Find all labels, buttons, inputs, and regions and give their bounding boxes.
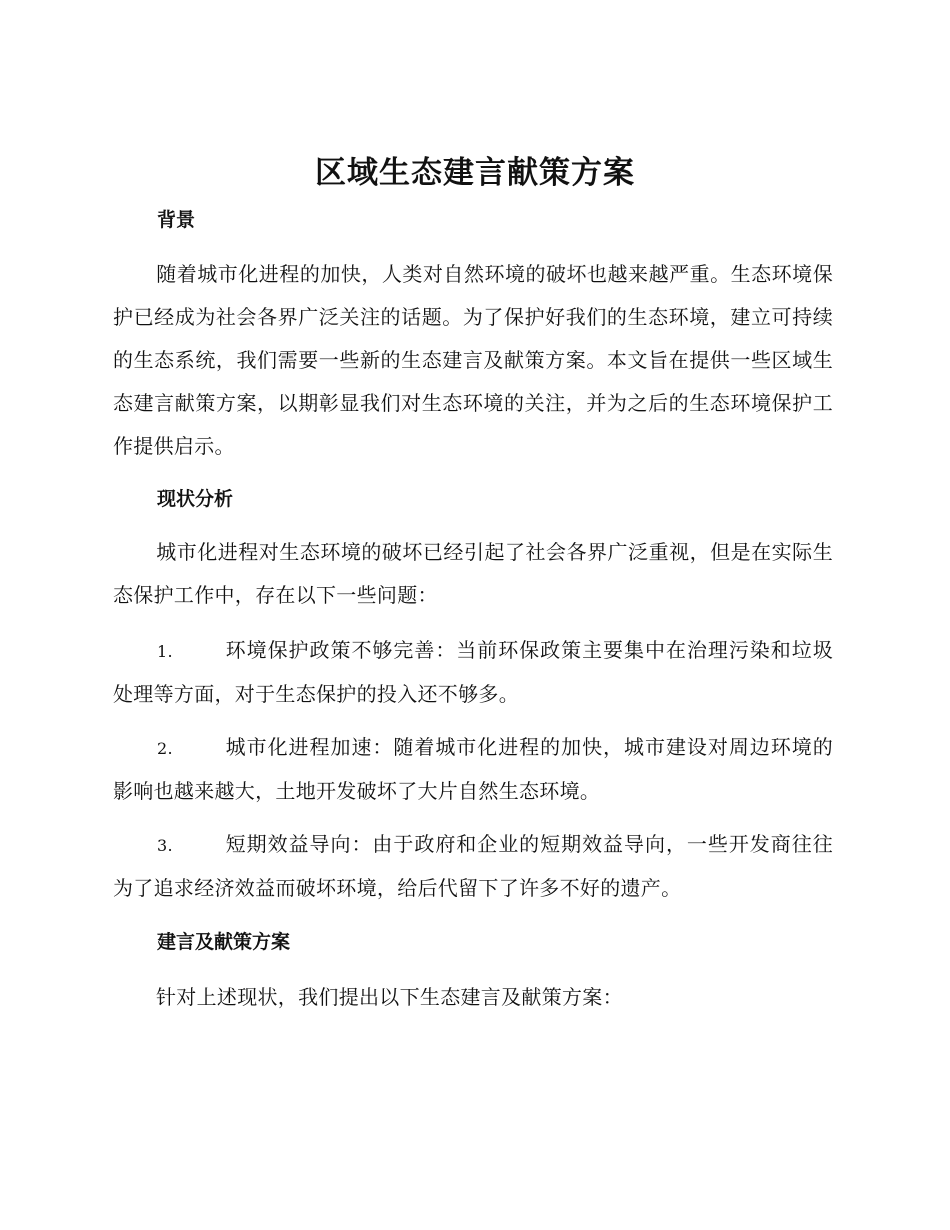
list-item-3 — [113, 823, 833, 910]
section-heading-proposals: 建言及献策方案 — [157, 931, 291, 953]
list-item-2-text: 城市化进程加速：随着城市化进程的加快，城市建设对周边环境的影响也越来越大，土地开发破坏了大片自然生态环境。 — [113, 735, 833, 803]
status-analysis-paragraph — [113, 531, 833, 617]
proposals-paragraph — [113, 976, 833, 1019]
document-title: 区域生态建言献策方案 — [315, 155, 635, 191]
section-heading-status-analysis: 现状分析 — [157, 488, 234, 510]
background-paragraph-text: 随着城市化进程的加快，人类对自然环境的破坏也越来越严重。生态环境保护已经成为社会各界广泛关注的话题。为了保护好我们的生态环境，建立可持续的生态系统，我们需要一些新的生态建言及献策方案。本文旨在提供一些区域生态建言献策方案，以期彰显我们对生态环境的关注，并为之后的生态环境保护工作提供启示。 — [113, 262, 833, 458]
section-heading-background: 背景 — [157, 209, 196, 231]
list-item-2-number: 2. — [157, 739, 173, 758]
status-analysis-paragraph-text: 城市化进程对生态环境的破坏已经引起了社会各界广泛重视，但是在实际生态保护工作中，存在以下一些问题： — [113, 540, 833, 607]
list-item-2 — [113, 726, 833, 813]
proposals-paragraph-text: 针对上述现状，我们提出以下生态建言及献策方案： — [156, 985, 623, 1009]
list-item-3-text: 短期效益导向：由于政府和企业的短期效益导向，一些开发商往往为了追求经济效益而破坏环境，给后代留下了许多不好的遗产。 — [113, 832, 833, 900]
list-item-1-number: 1. — [157, 642, 173, 661]
background-paragraph — [113, 253, 833, 468]
list-item-1-text: 环境保护政策不够完善：当前环保政策主要集中在治理污染和垃圾处理等方面，对于生态保护的投入还不够多。 — [113, 638, 833, 706]
list-item-1 — [113, 629, 833, 716]
list-item-3-number: 3. — [157, 836, 173, 855]
